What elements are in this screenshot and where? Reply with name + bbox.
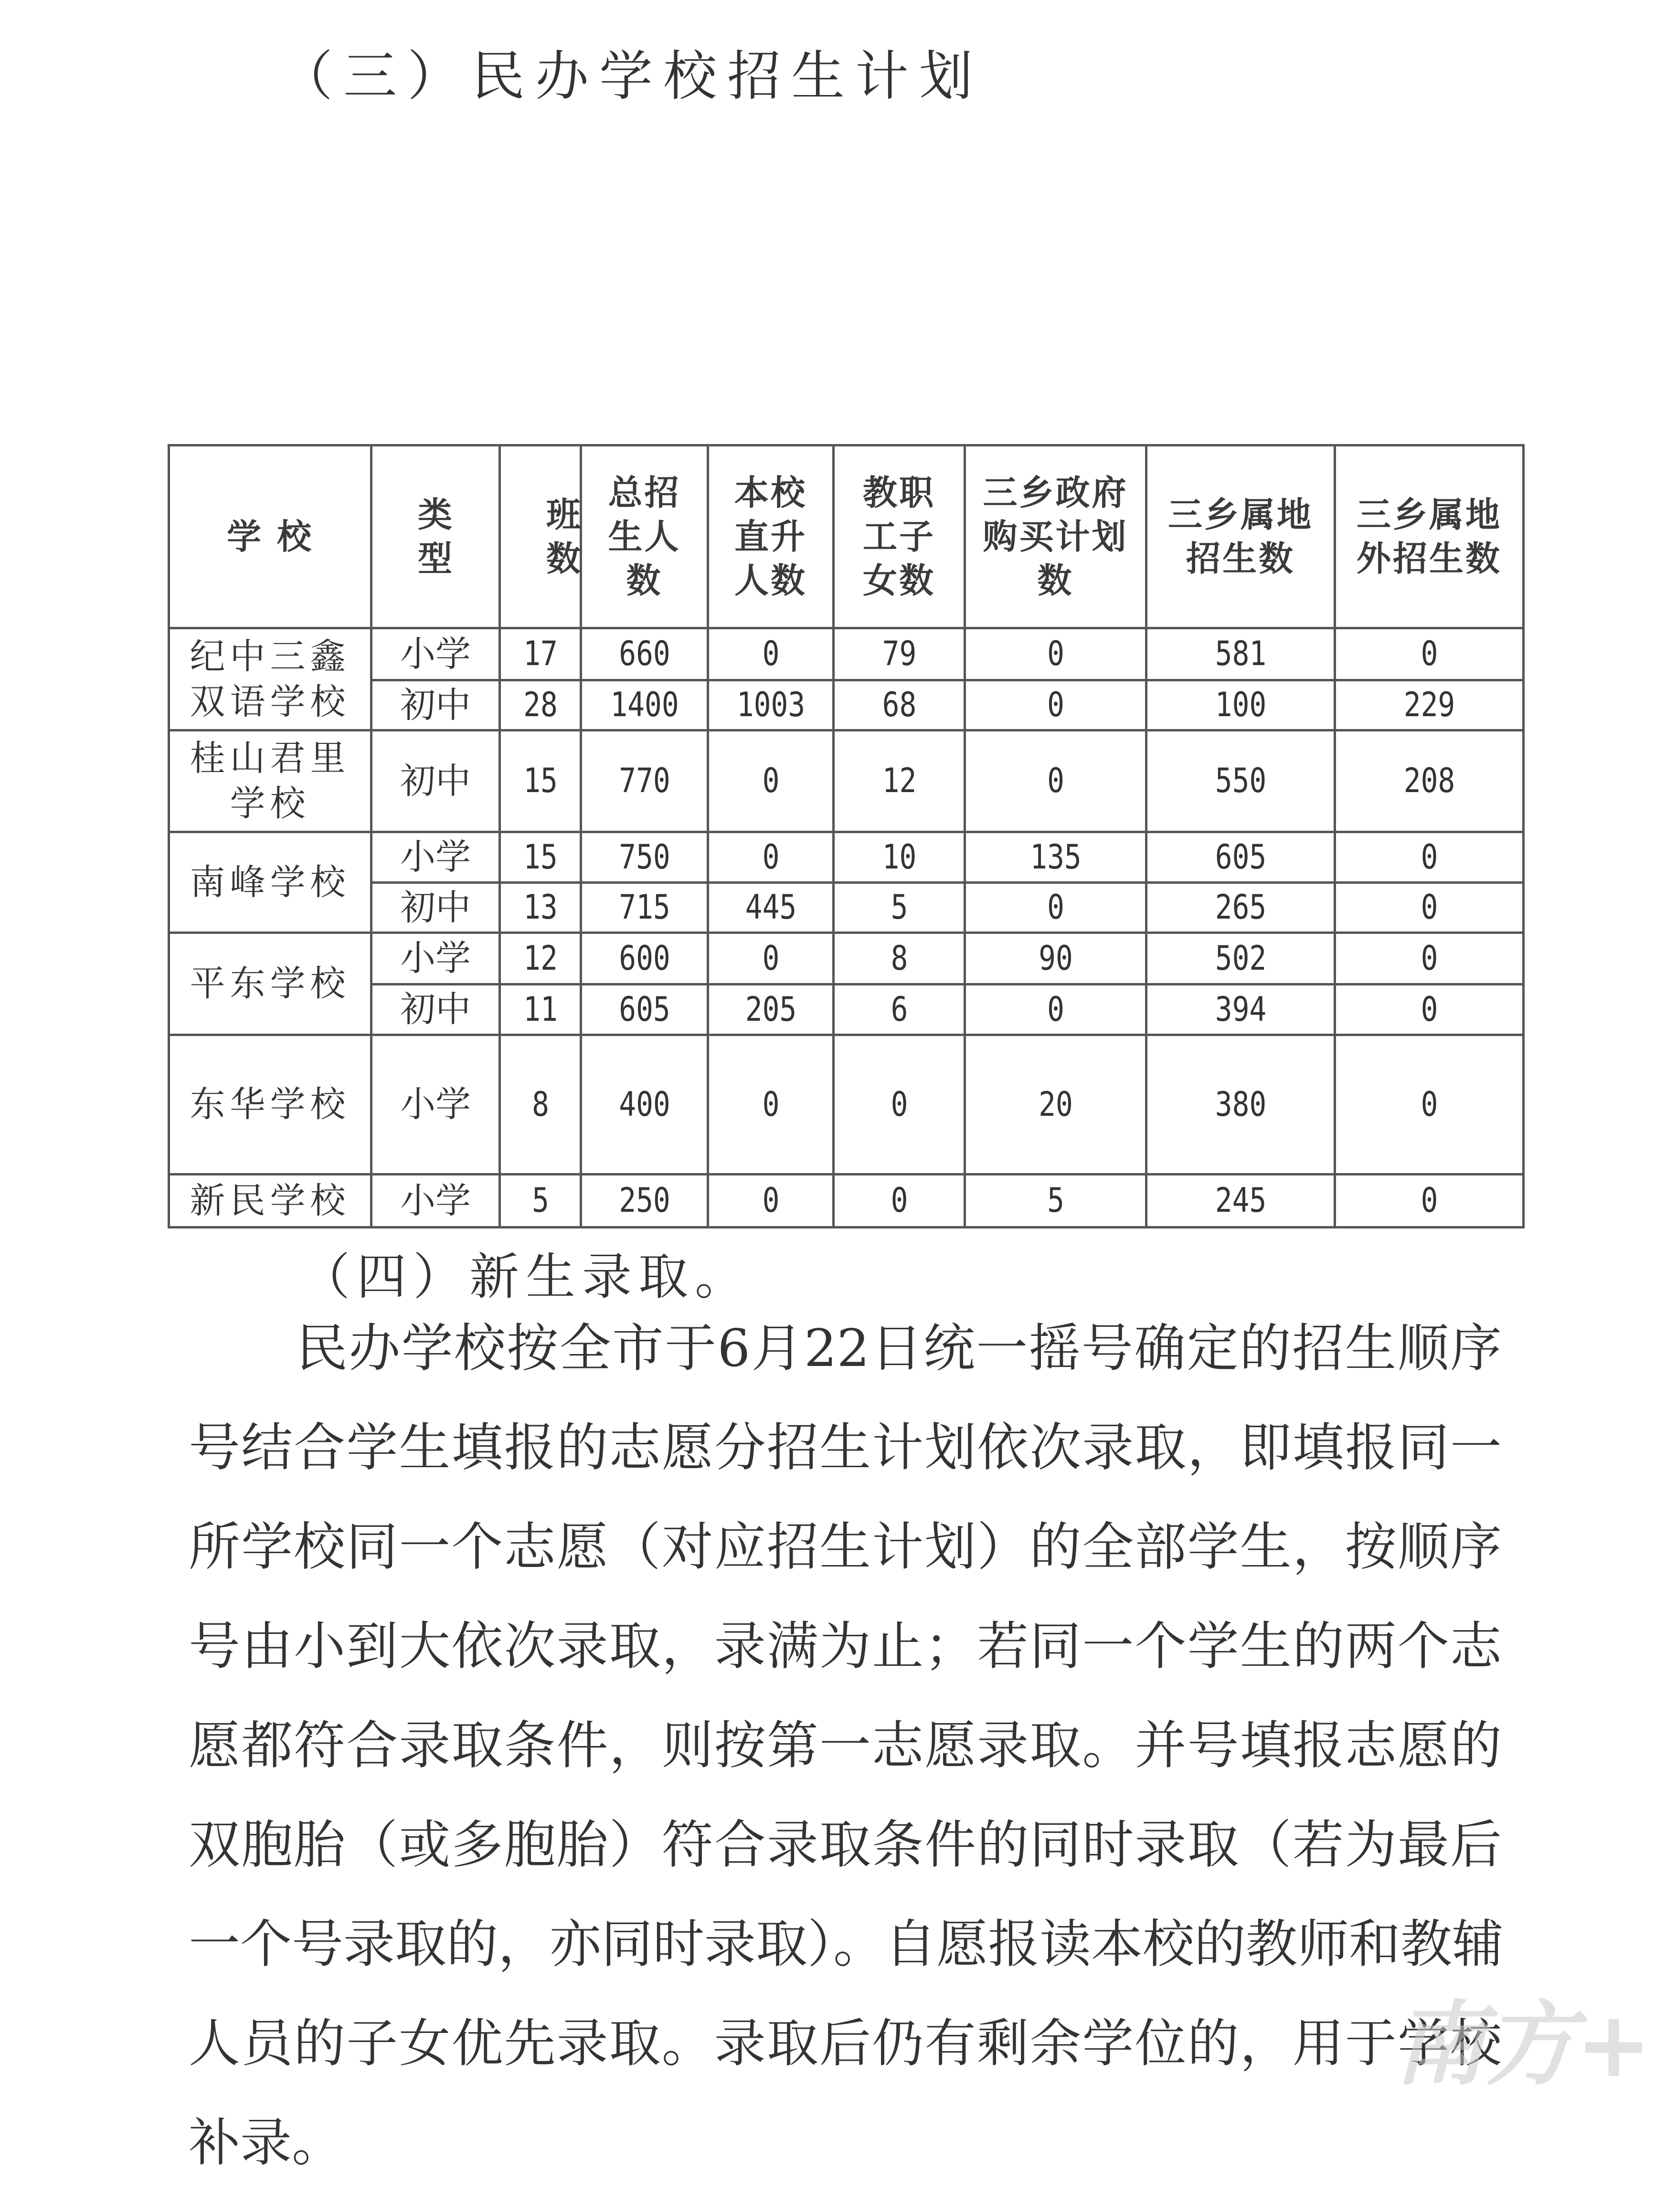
paragraph-line: 民办学校按全市于6月22日统一摇号确定的招生顺序 <box>296 1319 1502 1378</box>
school-type: 初中 <box>371 883 500 933</box>
cell-value: 15 <box>506 730 575 832</box>
school-type: 小学 <box>371 933 500 984</box>
school-type: 小学 <box>371 628 500 680</box>
cell-value: 0 <box>717 1175 824 1228</box>
column-header: 总招生人数 <box>581 445 708 628</box>
school-type: 初中 <box>371 984 500 1035</box>
cell-value: 11 <box>506 984 575 1035</box>
cell-value: 12 <box>506 933 575 984</box>
school-type: 小学 <box>371 832 500 883</box>
cell-value: 770 <box>590 730 698 832</box>
cell-value: 15 <box>506 832 575 883</box>
cell-value: 17 <box>506 628 575 680</box>
cell-value: 502 <box>1160 933 1321 984</box>
table-row <box>169 680 1524 730</box>
cell-value: 5 <box>506 1175 575 1228</box>
cell-value: 581 <box>1160 628 1321 680</box>
cell-value: 715 <box>590 883 698 933</box>
column-header: 三乡属地招生数 <box>1146 445 1335 628</box>
section-3-title: （三）民办学校招生计划 <box>279 45 983 107</box>
paragraph-line: 人员的子女优先录取。录取后仍有剩余学位的，用于学校 <box>189 2014 1502 2074</box>
cell-value: 0 <box>717 832 824 883</box>
cell-value: 5 <box>978 1175 1133 1228</box>
table-row <box>169 730 1524 832</box>
cell-value: 750 <box>590 832 698 883</box>
cell-value: 265 <box>1160 883 1321 933</box>
table-row <box>169 832 1524 883</box>
cell-value: 100 <box>1160 680 1321 730</box>
cell-value: 0 <box>978 730 1133 832</box>
cell-value: 0 <box>843 1175 955 1228</box>
watermark-logo: 南方+ <box>1394 1992 1652 2097</box>
cell-value: 10 <box>843 832 955 883</box>
paragraph-line: 一个号录取的，亦同时录取）。自愿报读本校的教师和教辅 <box>189 1915 1504 1974</box>
school-name: 新民学校 <box>169 1175 371 1228</box>
cell-value: 400 <box>590 1035 698 1175</box>
cell-value: 245 <box>1160 1175 1321 1228</box>
table-row <box>169 933 1524 984</box>
enrollment-plan-table <box>168 444 1525 1228</box>
cell-value: 394 <box>1160 984 1321 1035</box>
cell-value: 79 <box>843 628 955 680</box>
cell-value: 205 <box>717 984 824 1035</box>
cell-value: 20 <box>978 1035 1133 1175</box>
table-row <box>169 628 1524 680</box>
cell-value: 12 <box>843 730 955 832</box>
cell-value: 0 <box>717 628 824 680</box>
column-header: 三乡属地外招生数 <box>1335 445 1524 628</box>
cell-value: 605 <box>590 984 698 1035</box>
column-header: 类型 <box>371 445 500 628</box>
table-row <box>169 1035 1524 1175</box>
paragraph-line: 所学校同一个志愿（对应招生计划）的全部学生，按顺序 <box>189 1517 1502 1577</box>
cell-value: 135 <box>978 832 1133 883</box>
school-name: 桂山君里学校 <box>169 730 371 832</box>
cell-value: 8 <box>843 933 955 984</box>
cell-value: 0 <box>1349 1035 1509 1175</box>
table-row <box>169 883 1524 933</box>
cell-value: 600 <box>590 933 698 984</box>
school-type: 小学 <box>371 1175 500 1228</box>
school-type: 小学 <box>371 1035 500 1175</box>
table-header-row <box>169 445 1524 628</box>
cell-value: 0 <box>978 984 1133 1035</box>
cell-value: 229 <box>1349 680 1509 730</box>
cell-value: 13 <box>506 883 575 933</box>
admission-paragraph <box>189 1318 1502 2212</box>
column-header: 学 校 <box>169 445 371 628</box>
cell-value: 0 <box>1349 933 1509 984</box>
cell-value: 660 <box>590 628 698 680</box>
cell-value: 1400 <box>590 680 698 730</box>
column-header: 教职工子女数 <box>834 445 965 628</box>
cell-value: 550 <box>1160 730 1321 832</box>
cell-value: 0 <box>717 730 824 832</box>
cell-value: 0 <box>1349 883 1509 933</box>
cell-value: 0 <box>843 1035 955 1175</box>
cell-value: 8 <box>506 1035 575 1175</box>
school-name: 东华学校 <box>169 1035 371 1175</box>
paragraph-line: 补录。 <box>189 2113 344 2173</box>
table-row <box>169 984 1524 1035</box>
cell-value: 0 <box>1349 984 1509 1035</box>
paragraph-line: 号由小到大依次录取，录满为止；若同一个学生的两个志 <box>189 1617 1502 1676</box>
section-4-title: （四）新生录取。 <box>300 1248 752 1306</box>
cell-value: 250 <box>590 1175 698 1228</box>
paragraph-line: 号结合学生填报的志愿分招生计划依次录取，即填报同一 <box>189 1418 1502 1478</box>
column-header: 三乡政府购买计划数 <box>965 445 1146 628</box>
cell-value: 0 <box>978 883 1133 933</box>
cell-value: 68 <box>843 680 955 730</box>
paragraph-line: 愿都符合录取条件，则按第一志愿录取。并号填报志愿的 <box>189 1716 1502 1776</box>
cell-value: 380 <box>1160 1035 1321 1175</box>
cell-value: 0 <box>1349 628 1509 680</box>
cell-value: 0 <box>717 1035 824 1175</box>
cell-value: 90 <box>978 933 1133 984</box>
cell-value: 445 <box>717 883 824 933</box>
cell-value: 0 <box>1349 1175 1509 1228</box>
cell-value: 28 <box>506 680 575 730</box>
cell-value: 0 <box>717 933 824 984</box>
cell-value: 0 <box>978 628 1133 680</box>
school-name: 纪中三鑫双语学校 <box>169 628 371 730</box>
cell-value: 0 <box>978 680 1133 730</box>
paragraph-line: 双胞胎（或多胞胎）符合录取条件的同时录取（若为最后 <box>189 1815 1502 1875</box>
cell-value: 5 <box>843 883 955 933</box>
table-row <box>169 1175 1524 1228</box>
cell-value: 6 <box>843 984 955 1035</box>
cell-value: 208 <box>1349 730 1509 832</box>
school-type: 初中 <box>371 730 500 832</box>
school-name: 平东学校 <box>169 933 371 1035</box>
school-type: 初中 <box>371 680 500 730</box>
cell-value: 605 <box>1160 832 1321 883</box>
column-header: 班数 <box>500 445 581 628</box>
column-header: 本校直升人数 <box>708 445 834 628</box>
cell-value: 1003 <box>717 680 824 730</box>
school-name: 南峰学校 <box>169 832 371 933</box>
cell-value: 0 <box>1349 832 1509 883</box>
